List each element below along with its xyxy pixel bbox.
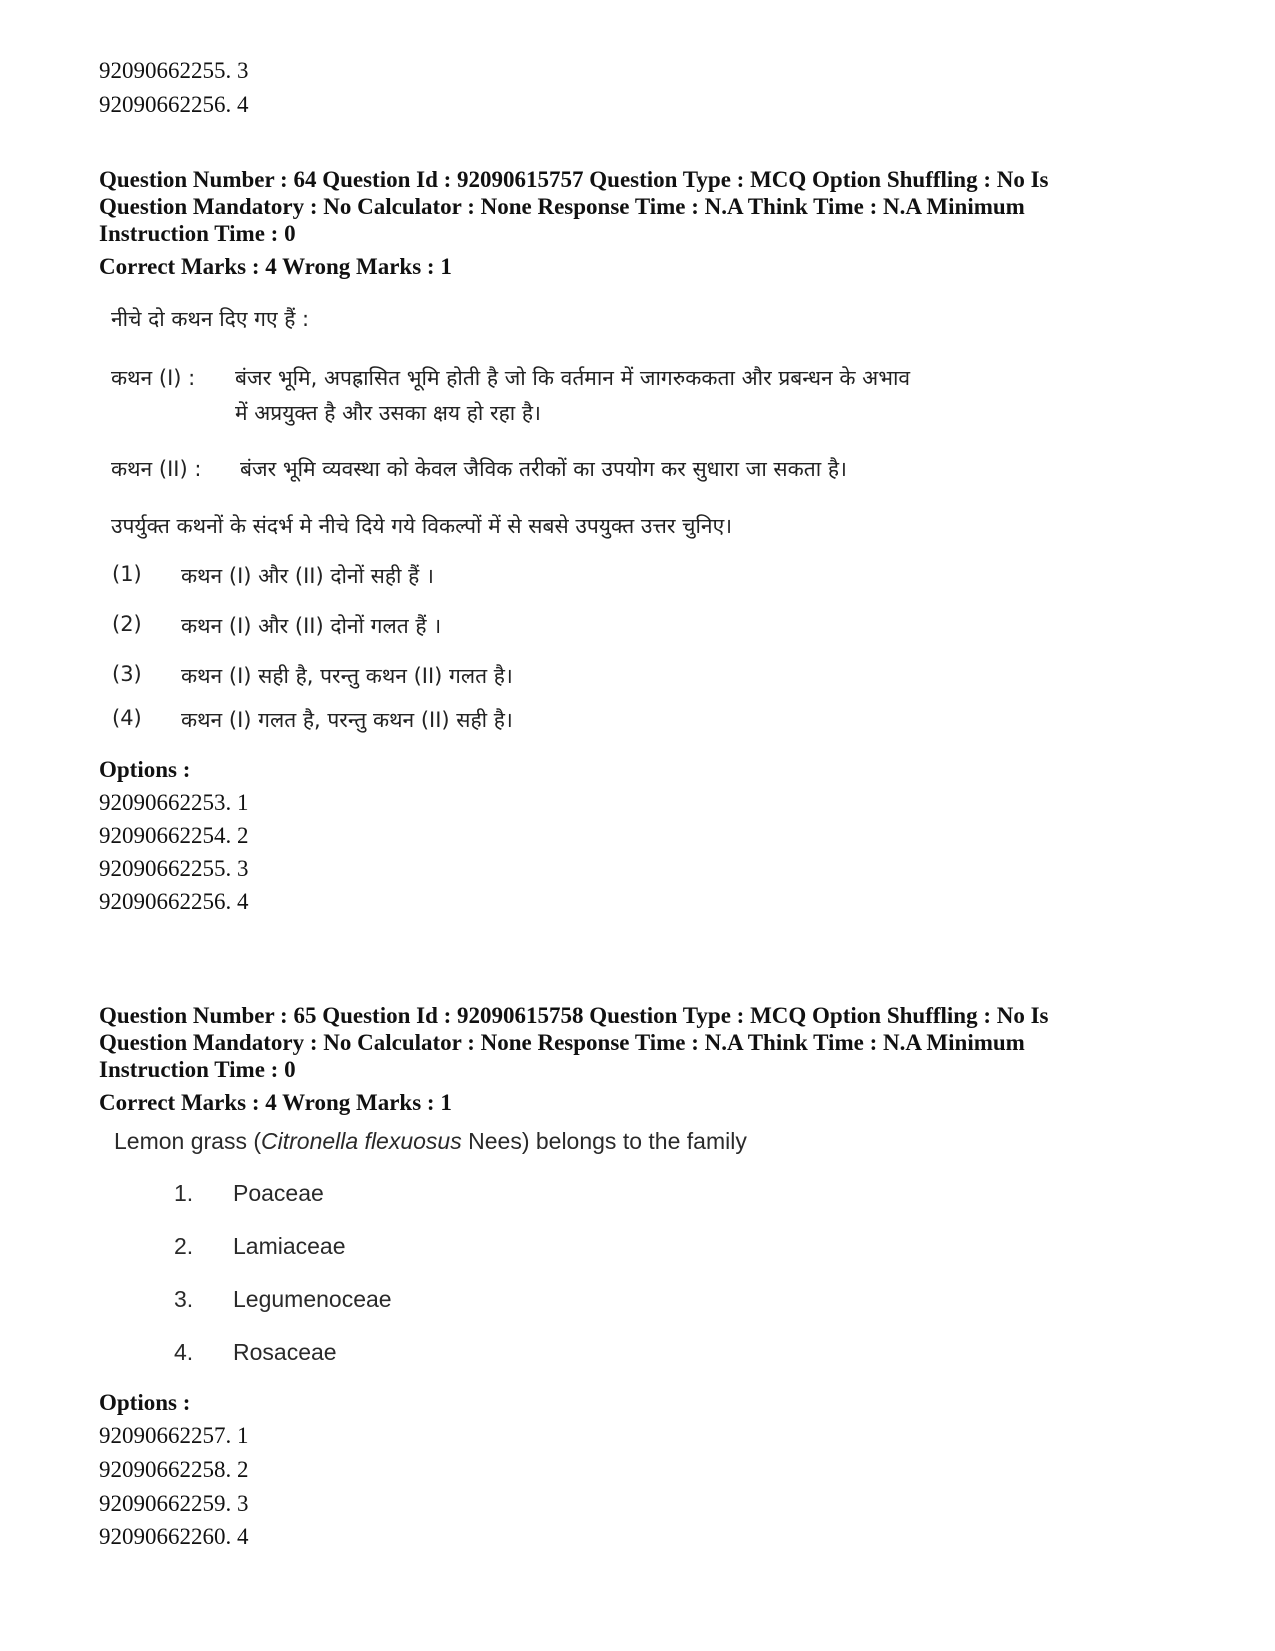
q65-option-4: 92090662260. 4 <box>99 1524 249 1549</box>
q65-header-line-3: Instruction Time : 0 <box>99 1057 296 1082</box>
q64-header-line-2: Question Mandatory : No Calculator : None Response Time : N.A Think Time : N.A Minimum <box>99 194 1025 219</box>
q65-marks: Correct Marks : 4 Wrong Marks : 1 <box>99 1090 452 1115</box>
q64-intro: नीचे दो कथन दिए गए हैं : <box>111 307 310 331</box>
q65-options-label: Options : <box>99 1390 191 1415</box>
q64-choice-4-text: कथन (I) गलत है, परन्तु कथन (II) सही है। <box>181 708 513 732</box>
q65-choice-3-num: 3. <box>174 1286 194 1312</box>
q64-option-2: 92090662254. 2 <box>99 823 249 848</box>
q64-statement-2-text: बंजर भूमि व्यवस्था को केवल जैविक तरीकों का उपयोग कर सुधारा जा सकता है। <box>240 457 847 481</box>
q64-choice-2-text: कथन (I) और (II) दोनों गलत हैं । <box>181 614 442 638</box>
q64-option-3: 92090662255. 3 <box>99 856 249 881</box>
q65-option-2: 92090662258. 2 <box>99 1457 249 1482</box>
q64-options-label: Options : <box>99 757 191 782</box>
q64-question-text: उपर्युक्त कथनों के संदर्भ मे नीचे दिये गये विकल्पों में से सबसे उपयुक्त उत्तर चुनिए। <box>111 514 733 538</box>
q64-marks: Correct Marks : 4 Wrong Marks : 1 <box>99 254 452 279</box>
q64-option-4: 92090662256. 4 <box>99 889 249 914</box>
q65-choice-1-text: Poaceae <box>233 1180 324 1206</box>
q65-choice-3-text: Legumenoceae <box>233 1286 392 1312</box>
q64-statement-1-line-1: बंजर भूमि, अपह्रासित भूमि होती है जो कि वर्तमान में जागरुककता और प्रबन्धन के अभाव <box>235 366 911 390</box>
q65-option-3: 92090662259. 3 <box>99 1491 249 1516</box>
q65-choice-2-num: 2. <box>174 1233 194 1259</box>
q64-choice-3-num: (3) <box>112 662 142 686</box>
q65-species-name: Citronella flexuosus <box>261 1128 462 1154</box>
q65-header-line-2: Question Mandatory : No Calculator : None Response Time : N.A Think Time : N.A Minimum <box>99 1030 1025 1055</box>
q64-header-line-1: Question Number : 64 Question Id : 92090615757 Question Type : MCQ Option Shuffling : No Is <box>99 167 1049 192</box>
q64-choice-1-num: (1) <box>112 562 142 586</box>
q64-statement-1-label: कथन (I) : <box>111 366 196 390</box>
q65-question-text: Lemon grass (Citronella flexuosus Nees) belongs to the family <box>114 1128 747 1154</box>
q65-choice-4-num: 4. <box>174 1339 194 1365</box>
q65-choice-4-text: Rosaceae <box>233 1339 337 1365</box>
q64-choice-1-text: कथन (I) और (II) दोनों सही हैं । <box>181 564 434 588</box>
q65-choice-1-num: 1. <box>174 1180 194 1206</box>
q65-header-line-1: Question Number : 65 Question Id : 92090615758 Question Type : MCQ Option Shuffling : No Is <box>99 1003 1049 1028</box>
q64-statement-1-line-2: में अप्रयुक्त है और उसका क्षय हो रहा है। <box>235 401 541 425</box>
q65-choice-2-text: Lamiaceae <box>233 1233 346 1259</box>
q64-choice-4-num: (4) <box>112 706 142 730</box>
q64-choice-2-num: (2) <box>112 612 142 636</box>
q64-option-1: 92090662253. 1 <box>99 790 249 815</box>
prev-option-3: 92090662255. 3 <box>99 58 249 83</box>
q64-header-line-3: Instruction Time : 0 <box>99 221 296 246</box>
q65-option-1: 92090662257. 1 <box>99 1423 249 1448</box>
q64-choice-3-text: कथन (I) सही है, परन्तु कथन (II) गलत है। <box>181 664 513 688</box>
q64-statement-2-label: कथन (II) : <box>111 457 202 481</box>
prev-option-4: 92090662256. 4 <box>99 92 249 117</box>
